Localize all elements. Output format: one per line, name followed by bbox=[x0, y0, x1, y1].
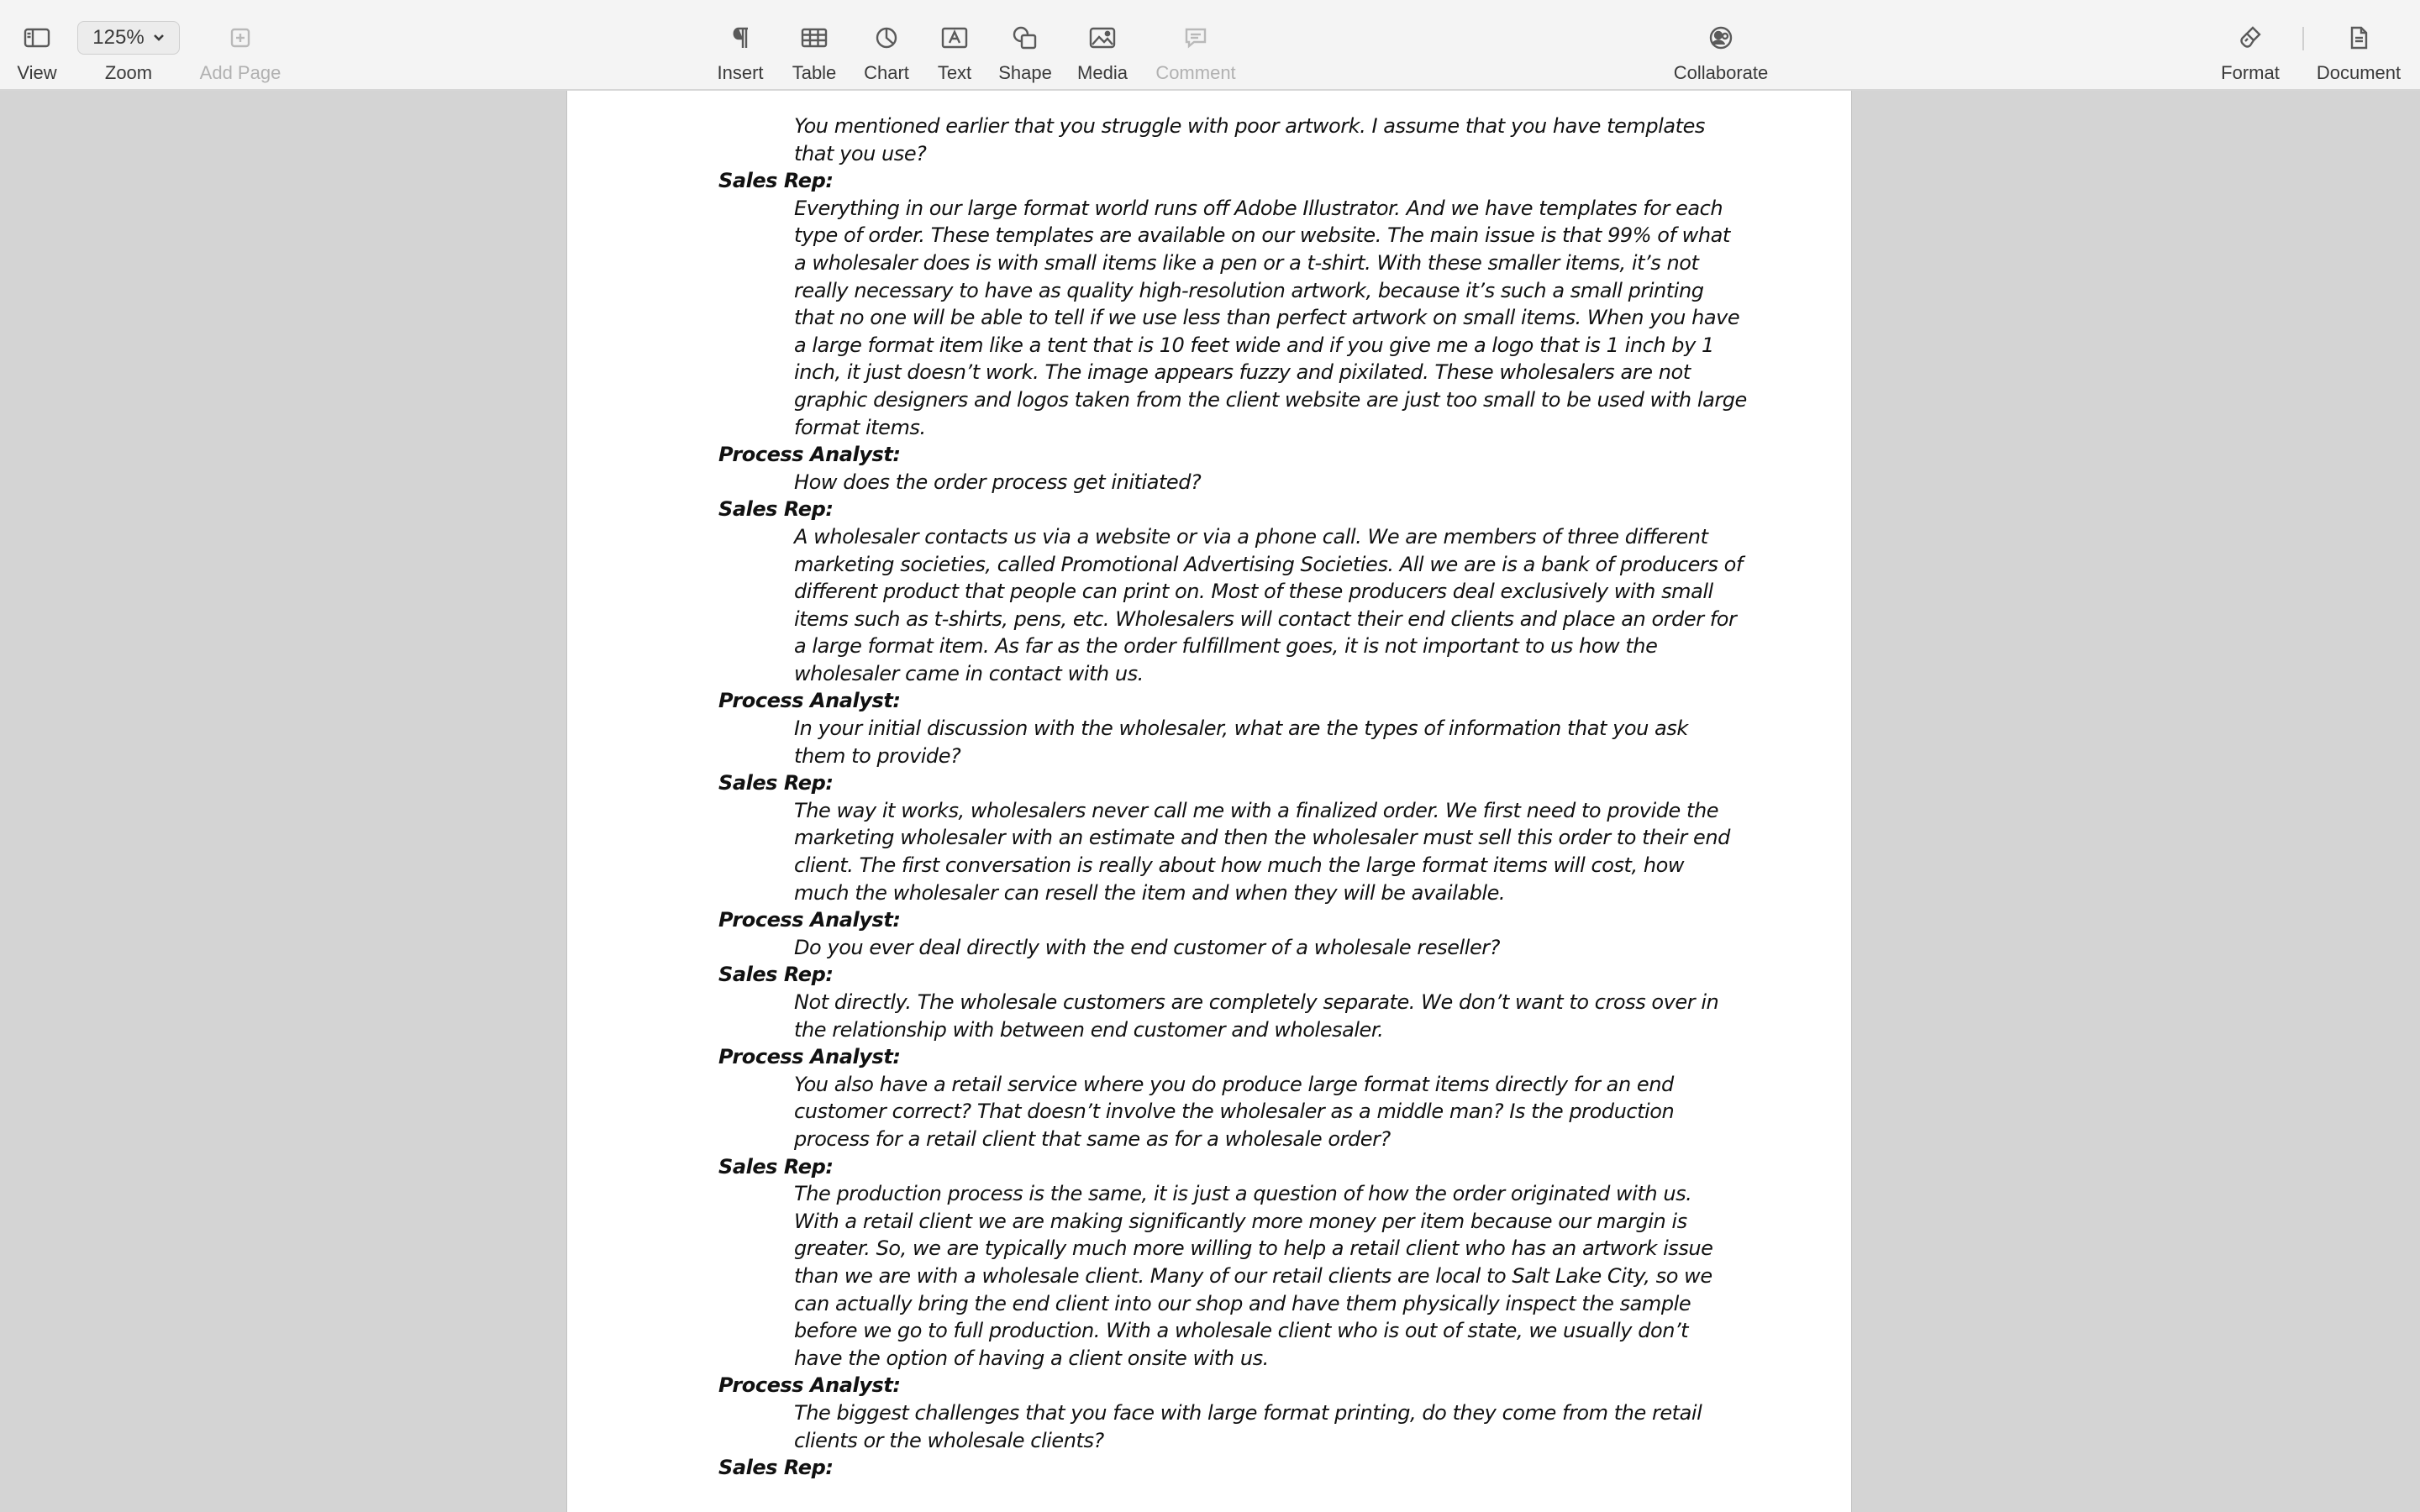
utterance-text bbox=[794, 934, 1718, 962]
collaborate-label: Collaborate bbox=[1673, 62, 1769, 83]
paintbrush-icon bbox=[2238, 25, 2263, 50]
zoom-value: 125% bbox=[92, 26, 145, 49]
text-line: a wholesaler does is with small items like a pen or a t-shirt. With these smaller items, it’s not bbox=[794, 250, 1699, 275]
text-line: much the wholesaler can resell the item and when they will be available. bbox=[794, 880, 1506, 905]
text-line: With a retail client we are making significantly more money per item because our margin is bbox=[794, 1209, 1687, 1233]
text-line: items such as t-shirts, pens, etc. Wholesalers will contact their end clients and place an order for bbox=[794, 606, 1737, 631]
add-page-label: Add Page bbox=[199, 62, 281, 83]
add-page-button[interactable] bbox=[197, 17, 284, 84]
media-label: Media bbox=[1077, 62, 1128, 83]
collaborate-icon bbox=[1707, 25, 1735, 50]
shape-button[interactable] bbox=[995, 17, 1055, 84]
text-line: In your initial discussion with the wholesaler, what are the types of information that you ask bbox=[794, 717, 1688, 741]
document-body[interactable] bbox=[718, 113, 1760, 1482]
zoom-label: Zoom bbox=[104, 62, 153, 83]
shape-label: Shape bbox=[998, 62, 1052, 83]
text-line: really necessary to have as quality high-resolution artwork, because it’s such a small printing bbox=[794, 278, 1704, 302]
text-line: type of order. These templates are available on our website. The main issue is that 99% of what bbox=[794, 223, 1730, 248]
text-line: the relationship with between end customer and wholesaler. bbox=[794, 1017, 1384, 1042]
chevron-down-icon bbox=[153, 34, 165, 42]
table-label: Table bbox=[792, 62, 837, 83]
document-icon bbox=[2348, 25, 2370, 50]
text-line: You mentioned earlier that you struggle with poor artwork. I assume that you have templates bbox=[794, 114, 1705, 138]
toolbar bbox=[0, 0, 2420, 91]
photo-icon bbox=[1089, 26, 1116, 50]
speaker-label: Process Analyst: bbox=[718, 1373, 901, 1398]
text-line: have the option of having a client onsite with us. bbox=[794, 1346, 1269, 1370]
format-button[interactable] bbox=[2217, 17, 2284, 84]
chart-button[interactable] bbox=[859, 17, 914, 84]
insert-label: Insert bbox=[717, 62, 764, 83]
document-page[interactable] bbox=[566, 91, 1852, 1512]
speaker-label: Sales Rep: bbox=[718, 1456, 834, 1480]
text-line: client. The first conversation is really about how much the large format items will cost, how bbox=[794, 853, 1685, 878]
text-line: How does the order process get initiated? bbox=[794, 470, 1202, 494]
text-line: format items. bbox=[794, 415, 926, 439]
text-box-icon bbox=[941, 26, 968, 50]
text-line: greater. So, we are typically much more willing to help a retail client who has an artwork issue bbox=[794, 1236, 1713, 1261]
utterance-text bbox=[794, 113, 1718, 167]
speaker-label: Process Analyst: bbox=[718, 1045, 901, 1069]
text-line: marketing societies, called Promotional Advertising Societies. All we are is a bank of producers of bbox=[794, 552, 1743, 576]
utterance-text bbox=[794, 715, 1718, 769]
text-line: that no one will be able to tell if we use less than perfect artwork on small items. When you have bbox=[794, 306, 1740, 330]
text-line: can actually bring the end client into our shop and have them physically inspect the sample bbox=[794, 1291, 1691, 1315]
text-line: customer correct? That doesn’t involve the wholesaler as a middle man? Is the production bbox=[794, 1100, 1675, 1124]
shape-icon bbox=[1012, 25, 1039, 50]
sidebar-icon bbox=[24, 27, 50, 49]
text-line: inch, it just doesn’t work. The image appears fuzzy and pixilated. These wholesalers are not bbox=[794, 360, 1691, 385]
table-icon bbox=[801, 27, 828, 49]
chart-label: Chart bbox=[864, 62, 909, 83]
insert-button[interactable] bbox=[713, 17, 768, 84]
utterance-text bbox=[794, 523, 1743, 688]
text-line: a large format item. As far as the order fulfillment goes, it is not important to us how the bbox=[794, 634, 1658, 659]
text-line: marketing wholesaler with an estimate and then the wholesaler must sell this order to their end bbox=[794, 826, 1730, 850]
text-line: Do you ever deal directly with the end customer of a wholesale reseller? bbox=[794, 935, 1500, 959]
collaborate-button[interactable] bbox=[1669, 17, 1773, 84]
text-label: Text bbox=[937, 62, 972, 83]
add-page-icon bbox=[229, 27, 251, 49]
speaker-label: Sales Rep: bbox=[718, 963, 834, 987]
format-label: Format bbox=[2221, 62, 2280, 83]
utterance-text bbox=[794, 1071, 1718, 1153]
document-canvas[interactable] bbox=[0, 91, 2420, 1512]
text-line: You also have a retail service where you do produce large format items directly for an end bbox=[794, 1072, 1674, 1096]
text-line: Everything in our large format world runs off Adobe Illustrator. And we have templates for each bbox=[794, 196, 1723, 220]
comment-label: Comment bbox=[1155, 62, 1236, 83]
text-button[interactable] bbox=[928, 17, 981, 84]
speaker-label: Sales Rep: bbox=[718, 1154, 834, 1179]
media-button[interactable] bbox=[1074, 17, 1131, 84]
speaker-label: Process Analyst: bbox=[718, 908, 901, 932]
utterance-text bbox=[794, 1399, 1718, 1454]
speaker-label: Sales Rep: bbox=[718, 771, 834, 795]
speaker-label: Process Analyst: bbox=[718, 443, 901, 467]
utterance-text bbox=[794, 797, 1730, 906]
comment-icon bbox=[1183, 26, 1208, 50]
speaker-label: Sales Rep: bbox=[718, 497, 834, 522]
paragraph-icon bbox=[730, 25, 750, 50]
table-button[interactable] bbox=[786, 17, 842, 84]
text-line: process for a retail client that same as for a wholesale order? bbox=[794, 1126, 1391, 1151]
speaker-label: Sales Rep: bbox=[718, 169, 834, 193]
document-button[interactable] bbox=[2312, 17, 2405, 84]
text-line: different product that people can print on. Most of these producers deal exclusively with small bbox=[794, 580, 1713, 604]
pie-chart-icon bbox=[874, 25, 899, 50]
text-line: Not directly. The wholesale customers are completely separate. We don’t want to cross over in bbox=[794, 990, 1719, 1014]
comment-button[interactable] bbox=[1153, 17, 1239, 84]
text-line: wholesaler came in contact with us. bbox=[794, 661, 1144, 685]
utterance-text bbox=[794, 989, 1718, 1043]
view-button[interactable] bbox=[12, 17, 62, 84]
text-line: before we go to full production. With a wholesale client who is out of state, we usually don’t bbox=[794, 1319, 1689, 1343]
text-line: The production process is the same, it is just a question of how the order originated with us. bbox=[794, 1182, 1692, 1206]
utterance-text bbox=[794, 1180, 1718, 1372]
zoom-control[interactable] bbox=[77, 17, 180, 84]
text-line: clients or the wholesale clients? bbox=[794, 1428, 1104, 1452]
view-label: View bbox=[17, 62, 57, 83]
utterance-text bbox=[794, 195, 1747, 441]
text-line: The way it works, wholesalers never call me with a finalized order. We first need to provide the bbox=[794, 798, 1719, 822]
text-line: them to provide? bbox=[794, 743, 961, 768]
speaker-label: Process Analyst: bbox=[718, 689, 901, 713]
text-line: a large format item like a tent that is 10 feet wide and if you give me a logo that is 1 inch by 1 bbox=[794, 333, 1714, 357]
text-line: graphic designers and logos taken from the client website are just too small to be used with large bbox=[794, 387, 1747, 412]
zoom-select[interactable] bbox=[77, 21, 180, 55]
text-line: than we are with a wholesale client. Many of our retail clients are local to Salt Lake City, so we bbox=[794, 1263, 1712, 1288]
toolbar-divider bbox=[2302, 27, 2304, 50]
utterance-text bbox=[794, 469, 1718, 496]
text-line: A wholesaler contacts us via a website or via a phone call. We are members of three different bbox=[794, 524, 1708, 549]
document-label: Document bbox=[2316, 62, 2402, 83]
text-line: that you use? bbox=[794, 141, 927, 165]
text-line: The biggest challenges that you face with large format printing, do they come from the retail bbox=[794, 1400, 1702, 1425]
